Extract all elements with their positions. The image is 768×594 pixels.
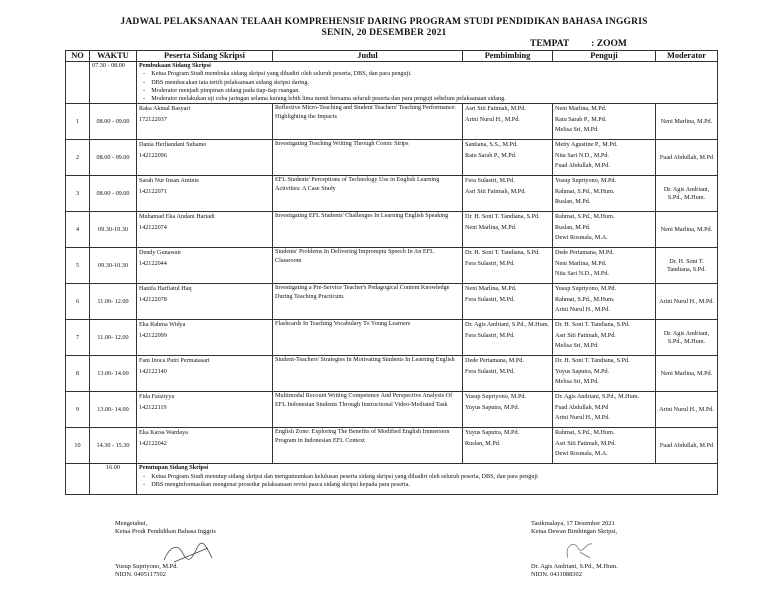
column-header: Penguji [553,51,656,62]
supervisor-cell [463,428,553,464]
supervisor-name: Fera Sulastri, M.Pd. [465,259,515,267]
supervisor-cell [463,248,553,284]
closing-row [66,464,718,495]
row-number: 2 [66,140,90,176]
row-number: 8 [66,356,90,392]
table-header-row [66,51,718,62]
participant-nim: 142122096 [139,151,167,159]
participant-name: Hanifa Harfiatul Haq [139,285,192,293]
location-label: TEMPAT : ZOOM [530,39,627,49]
examiner-name: Melisa Sri, M.Pd. [555,378,599,386]
moderator-cell: Fuad Abdullah, M.Pd [656,428,718,464]
row-time: 08.00 - 09.00 [90,140,137,176]
examiner-cell [553,140,656,176]
row-number: 10 [66,428,90,464]
closing-content [137,464,718,495]
supervisor-name: Fera Sulastri, M.Pd. [465,295,515,303]
participant-cell [137,356,273,392]
participant-nim: 172122037 [139,115,167,123]
opening-item: - DBS membacakan tata tertib pelaksanaan sidang skripsi daring. [143,78,309,86]
row-number: 4 [66,212,90,248]
participant-nim: 142122119 [139,403,167,411]
thesis-title: Student-Teachers' Strategies In Motivating Students In Learning English [273,356,463,392]
examiner-name: Melisa Sri, M.Pd. [555,342,599,350]
supervisor-name: Asri Siti Fatimah, M.Pd. [465,105,526,113]
supervisor-cell [463,104,553,140]
examiner-name: Neni Marlina, M.Pd. [555,105,607,113]
table-row [66,356,718,392]
column-header: NO [66,51,90,62]
signature-left-heading: Mengetahui, Ketua Prodi Pendidikan Bahasa Inggris [115,520,216,535]
moderator-cell: Neni Marlina, M.Pd. [656,356,718,392]
opening-title: Pembukaan Sidang Skripsi [139,62,211,69]
signature-right-heading: Tasikmalaya, 17 Desember 2021 Ketua Dewan Bimbingan Skripsi, [531,520,618,535]
participant-cell [137,284,273,320]
examiner-cell [553,212,656,248]
supervisor-cell [463,140,553,176]
signature-right-image [560,538,600,562]
examiner-name: Dr. Agis Andriani, S.Pd., M.Hum. [555,393,640,401]
participant-name: Eka Rahma Widya [139,321,186,329]
supervisor-name: Ruslan, M.Pd. [465,439,501,447]
participant-cell [137,176,273,212]
thesis-title: Investigating EFL Students' Challenges In Learning English Speaking [273,212,463,248]
column-header: Judul [273,51,463,62]
supervisor-name: Dede Pertamana, M.Pd. [465,357,524,365]
table-row [66,428,718,464]
supervisor-name: Ratu Sarah P., M.Pd. [465,151,517,159]
document-date: SENIN, 20 DESEMBER 2021 [321,28,447,38]
participant-nim: 142122074 [139,223,167,231]
examiner-name: Asri Siti Fatimah, M.Pd. [555,439,616,447]
participant-nim: 142122140 [139,367,167,375]
moderator-cell: Neni Marlina, M.Pd. [656,104,718,140]
column-header: Moderator [656,51,718,62]
participant-cell [137,104,273,140]
participant-name: Sarah Nur Insan Aminie [139,177,199,185]
moderator-cell: Arini Nurul H., M.Pd. [656,284,718,320]
supervisor-cell [463,356,553,392]
participant-nim: 142122071 [139,187,167,195]
supervisor-name: Arini Nurul H., M.Pd. [465,115,520,123]
row-time: 11.00- 12.00 [90,284,137,320]
participant-name: Dendy Gunawan [139,249,181,257]
opening-item: - Moderator menjadi pimpinan sidang pada tiap-tiap ruangan. [143,86,300,94]
participant-name: Dania Herliandani Suhamo [139,141,207,149]
supervisor-name: Neni Marlina, M.Pd. [465,285,517,293]
row-time: 13.00- 14.00 [90,356,137,392]
examiner-cell [553,392,656,428]
thesis-title: Flashcards In Teaching Vocabulary To Young Learners [273,320,463,356]
row-time: 14.30 - 15.30 [90,428,137,464]
row-number: 7 [66,320,90,356]
examiner-name: Yuyus Saputra, M.Pd. [555,367,610,375]
closing-time: 16.00 [90,464,137,495]
examiner-name: Fuad Abdullah, M.Pd. [555,162,610,170]
examiner-name: Nita Sari N.D., M.Pd. [555,270,609,278]
examiner-name: Ruslan, M.Pd. [555,223,591,231]
supervisor-name: Dr. H. Soni T. Tandiana, S.Pd. [465,249,540,257]
table-row [66,176,718,212]
moderator-cell: Fuad Abdullah, M.Pd [656,140,718,176]
examiner-name: Metty Agustine P., M.Pd. [555,141,618,149]
thesis-title: EFL Students' Perceptions of Technology Use in English Learning Activities: A Case Study [273,176,463,212]
examiner-name: Ruslan, M.Pd. [555,198,591,206]
row-time: 11.00- 12.00 [90,320,137,356]
thesis-title: Reflective Micro-Teaching and Student Teachers' Teaching Performance: Highlighting the Impacts [273,104,463,140]
row-number: 9 [66,392,90,428]
examiner-name: Dr. H. Soni T. Tandiana, S.Pd. [555,321,630,329]
examiner-name: Yusup Supriyono, M.Pd. [555,285,617,293]
supervisor-name: Yusup Supriyono, M.Pd. [465,393,527,401]
participant-name: Fida Fauziyya [139,393,175,401]
closing-title: Penutupan Sidang Skripsi [139,464,209,472]
examiner-name: Fuad Abdullah, M.Pd [555,403,609,411]
row-time: 09.30-10.30 [90,248,137,284]
row-number: 6 [66,284,90,320]
supervisor-name: Fera Sulastri, M.Pd. [465,177,515,185]
table-row [66,284,718,320]
participant-cell [137,212,273,248]
row-number: 5 [66,248,90,284]
examiner-cell [553,320,656,356]
supervisor-name: Santiana, S.S., M.Pd. [465,141,518,149]
thesis-title: English Zone: Exploring The Benefits of Modified English Immersion Program in Indonesian EFL Context [273,428,463,464]
opening-content [137,62,718,104]
examiner-name: Rahmat, S.Pd., M.Hum. [555,295,615,303]
participant-name: Eka Karsa Wardaya [139,429,188,437]
opening-item: - Ketua Program Studi membuka sidang skripsi yang dihadiri oleh seluruh peserta, DBS, dan para penguji. [143,70,412,78]
supervisor-name: Yuyus Saputra, M.Pd. [465,403,520,411]
participant-name: Fani Inoca Putri Permatasari [139,357,210,365]
examiner-name: Asri Siti Fatimah, M.Pd. [555,331,616,339]
table-row [66,320,718,356]
participant-cell [137,320,273,356]
participant-nim: 142122044 [139,259,167,267]
table-row [66,392,718,428]
examiner-cell [553,176,656,212]
row-time: 09.30-10.30 [90,212,137,248]
table-row [66,104,718,140]
participant-name: Muhamad Eka Andani Hartadi [139,213,215,221]
examiner-cell [553,356,656,392]
supervisor-cell [463,320,553,356]
moderator-cell: Neni Marlina, M.Pd. [656,212,718,248]
examiner-name: Rahmat, S.Pd., M.Hum. [555,429,615,437]
opening-time: 07.30 - 08.00 [90,62,137,104]
table-row [66,248,718,284]
supervisor-cell [463,392,553,428]
supervisor-cell [463,284,553,320]
supervisor-cell [463,176,553,212]
examiner-name: Ratu Sarah P., M.Pd. [555,115,607,123]
supervisor-name: Dr. H. Soni T. Tandiana, S.Pd. [465,213,540,221]
examiner-name: Dede Pertamana, M.Pd. [555,249,614,257]
row-number: 1 [66,104,90,140]
supervisor-name: Asri Siti Fatimah, M.Pd. [465,187,526,195]
signature-right-name: Dr. Agis Andriani, S.Pd., M.Hum. NIDN. 0411088302 [531,563,618,578]
supervisor-name: Fera Sulastri, M.Pd. [465,367,515,375]
moderator-cell: Arini Nurul H., M.Pd. [656,392,718,428]
examiner-cell [553,284,656,320]
examiner-cell [553,248,656,284]
supervisor-name: Yuyus Saputra, M.Pd. [465,429,520,437]
examiner-name: Melisa Sri, M.Pd. [555,126,599,134]
supervisor-name: Dr. Agis Andriani, S.Pd., M.Hum. [465,321,550,329]
thesis-title: Investigating Teaching Writing Through Comic Strips [273,140,463,176]
participant-cell [137,248,273,284]
row-time: 13.00- 14.00 [90,392,137,428]
opening-item: - Moderator melakukan uji coba jaringan selama kurang lebih lima menit bersama seluruh peserta dan para penguji sebelum pelaksanaan sidang. [143,95,506,103]
examiner-name: Dewi Rosmala, M.A. [555,234,608,242]
moderator-cell: Dr. Agis Andriani, S.Pd., M.Hum. [656,176,718,212]
closing-item: - DBS menginformasikan mengenai prosedur pelaksanaan revisi pasca sidang skripsi kepada para peserta. [143,481,411,489]
supervisor-cell [463,212,553,248]
examiner-name: Nita Sari N.D., M.Pd. [555,151,609,159]
participant-nim: 142122099 [139,331,167,339]
closing-item: - Ketua Program Studi menutup sidang skripsi dan mengumumkan kelulusan peserta sidang skripsi yang dihadiri oleh seluruh peserta, DBS, dan para penguji [143,472,538,480]
examiner-name: Yusup Supriyono, M.Pd. [555,177,617,185]
examiner-name: Dewi Rosmala, M.A. [555,450,608,458]
participant-cell [137,428,273,464]
table-row [66,212,718,248]
column-header: Peserta Sidang Skripsi [137,51,273,62]
thesis-title: Students' Problems In Delivering Impromptu Speech In An EFL Classroom [273,248,463,284]
participant-nim: 142122078 [139,295,167,303]
thesis-title: Multimodal Recount Writing Competence And Perspective Analysis Of EFL Indonesian Students Through Instructional Video-Mediated Task [273,392,463,428]
examiner-name: Arini Nurul H., M.Pd. [555,414,610,422]
row-time: 08.00 - 09.00 [90,176,137,212]
moderator-cell: Dr. Agis Andriani, S.Pd., M.Hum. [656,320,718,356]
examiner-cell [553,104,656,140]
examiner-name: Dr. H. Soni T. Tandiana, S.Pd. [555,357,630,365]
row-number: 3 [66,176,90,212]
examiner-name: Arini Nurul H., M.Pd. [555,306,610,314]
table-row [66,140,718,176]
row-time: 08.00 - 09.00 [90,104,137,140]
document-title: JADWAL PELAKSANAAN TELAAH KOMPREHENSIF DARING PROGRAM STUDI PENDIDIKAN BAHASA INGGRIS [120,17,648,27]
schedule-table [65,50,718,495]
thesis-title: Investigating a Pre-Service Teacher's Pedagogical Content Knowledge During Teaching Practicum. [273,284,463,320]
participant-name: Raka Akmal Basyari [139,105,191,113]
opening-row [66,62,718,104]
supervisor-name: Neni Marlina, M.Pd. [465,223,517,231]
participant-cell [137,392,273,428]
signature-left-name: Yusup Supriyono, M.Pd. NIDN. 0405117502 [115,563,179,578]
examiner-name: Neni Marlina, M.Pd. [555,259,607,267]
examiner-cell [553,428,656,464]
supervisor-name: Fera Sulastri, M.Pd. [465,331,515,339]
participant-cell [137,140,273,176]
column-header: WAKTU [90,51,137,62]
examiner-name: Rahmat, S.Pd., M.Hum. [555,213,615,221]
column-header: Pembimbing [463,51,553,62]
participant-nim: 142122042 [139,439,167,447]
location-value: : ZOOM [591,39,627,49]
moderator-cell: Dr. H. Soni T. Tandiana, S.Pd. [656,248,718,284]
examiner-name: Rahmat, S.Pd., M.Hum. [555,187,615,195]
